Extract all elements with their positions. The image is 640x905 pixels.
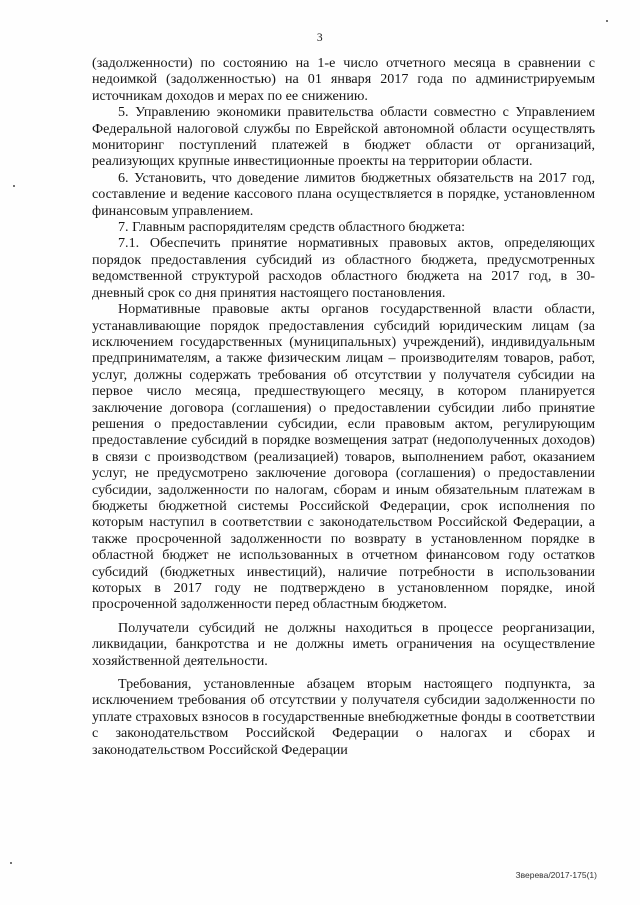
page-number: 3 [316, 32, 324, 44]
paragraph-normative-acts: Нормативные правовые акты органов государственной власти области, устанавливающие порядок предоставления субсидий юридическим лицам (за исключением государственных (муниципальных) учреждений), индивидуальным предпринимателям, а также физическим лицам – производителям товаров, работ, услуг, должны содержать требования об отсутствии у получателя субсидии на первое число месяца, предшествующего месяцу, в котором планируется заключение договора (соглашения) о предоставлении субсидии либо принятие решения о предоставлении субсидии, если правовым актом, регулирующим предоставление субсидий в порядке возмещения затрат (недополученных доходов) в связи с производством (реализацией) товаров, выполнением работ, оказанием услуг, не предусмотрено заключение договора (соглашения) о предоставлении субсидии, задолженности по налогам, сборам и иным обязательным платежам в бюджеты бюджетной системы Российской Федерации, срок исполнения по которым наступил в соответствии с законодательством Российской Федерации, а также просроченной задолженности по возврату в установленном порядке в областной бюджет не использованных в отчетном финансовом году остатков субсидий (бюджетных инвестиций), наличие потребности в использовании которых в 2017 году не подтверждено в установленном порядке, иной просроченной задолженности перед областным бюджетом. [92, 301, 595, 613]
scan-speck [606, 20, 608, 22]
scan-speck [10, 862, 12, 864]
scan-speck [13, 185, 15, 187]
paragraph-recipients: Получатели субсидий не должны находиться в процессе реорганизации, ликвидации, банкротства и не должны иметь ограничения на осуществление хозяйственной деятельности. [92, 619, 595, 669]
document-body [92, 55, 595, 758]
paragraph-item-5: 5. Управлению экономики правительства области совместно с Управлением Федеральной налоговой службы по Еврейской автономной области осуществлять мониторинг поступлений платежей в бюджет области от организаций, реализующих крупные инвестиционные проекты на территории области. [92, 104, 595, 170]
paragraph-requirements: Требования, установленные абзацем вторым настоящего подпункта, за исключением требования об отсутствии у получателя субсидии задолженности по уплате страховых взносов в государственные внебюджетные фонды в соответствии с законодательством Российской Федерации о налогах и сборах и законодательством Российской Федерации [92, 676, 595, 758]
paragraph-continuation: (задолженности) по состоянию на 1-е число отчетного месяца в сравнении с недоимкой (задолженностью) на 01 января 2017 года по администрируемым источникам доходов и мерах по ее снижению. [92, 55, 595, 104]
paragraph-item-6: 6. Установить, что доведение лимитов бюджетных обязательств на 2017 год, составление и ведение кассового плана осуществляется в порядке, установленном финансовым управлением. [92, 169, 595, 219]
paragraph-item-7-1: 7.1. Обеспечить принятие нормативных правовых актов, определяющих порядок предоставления субсидий из областного бюджета, предусмотренных ведомственной структурой расходов областного бюджета на 2017 год, в 30-дневный срок со дня принятия настоящего постановления. [92, 235, 595, 301]
paragraph-item-7: 7. Главным распорядителям средств областного бюджета: [118, 219, 466, 236]
document-code: Зверева/2017-175(1) [515, 870, 597, 880]
